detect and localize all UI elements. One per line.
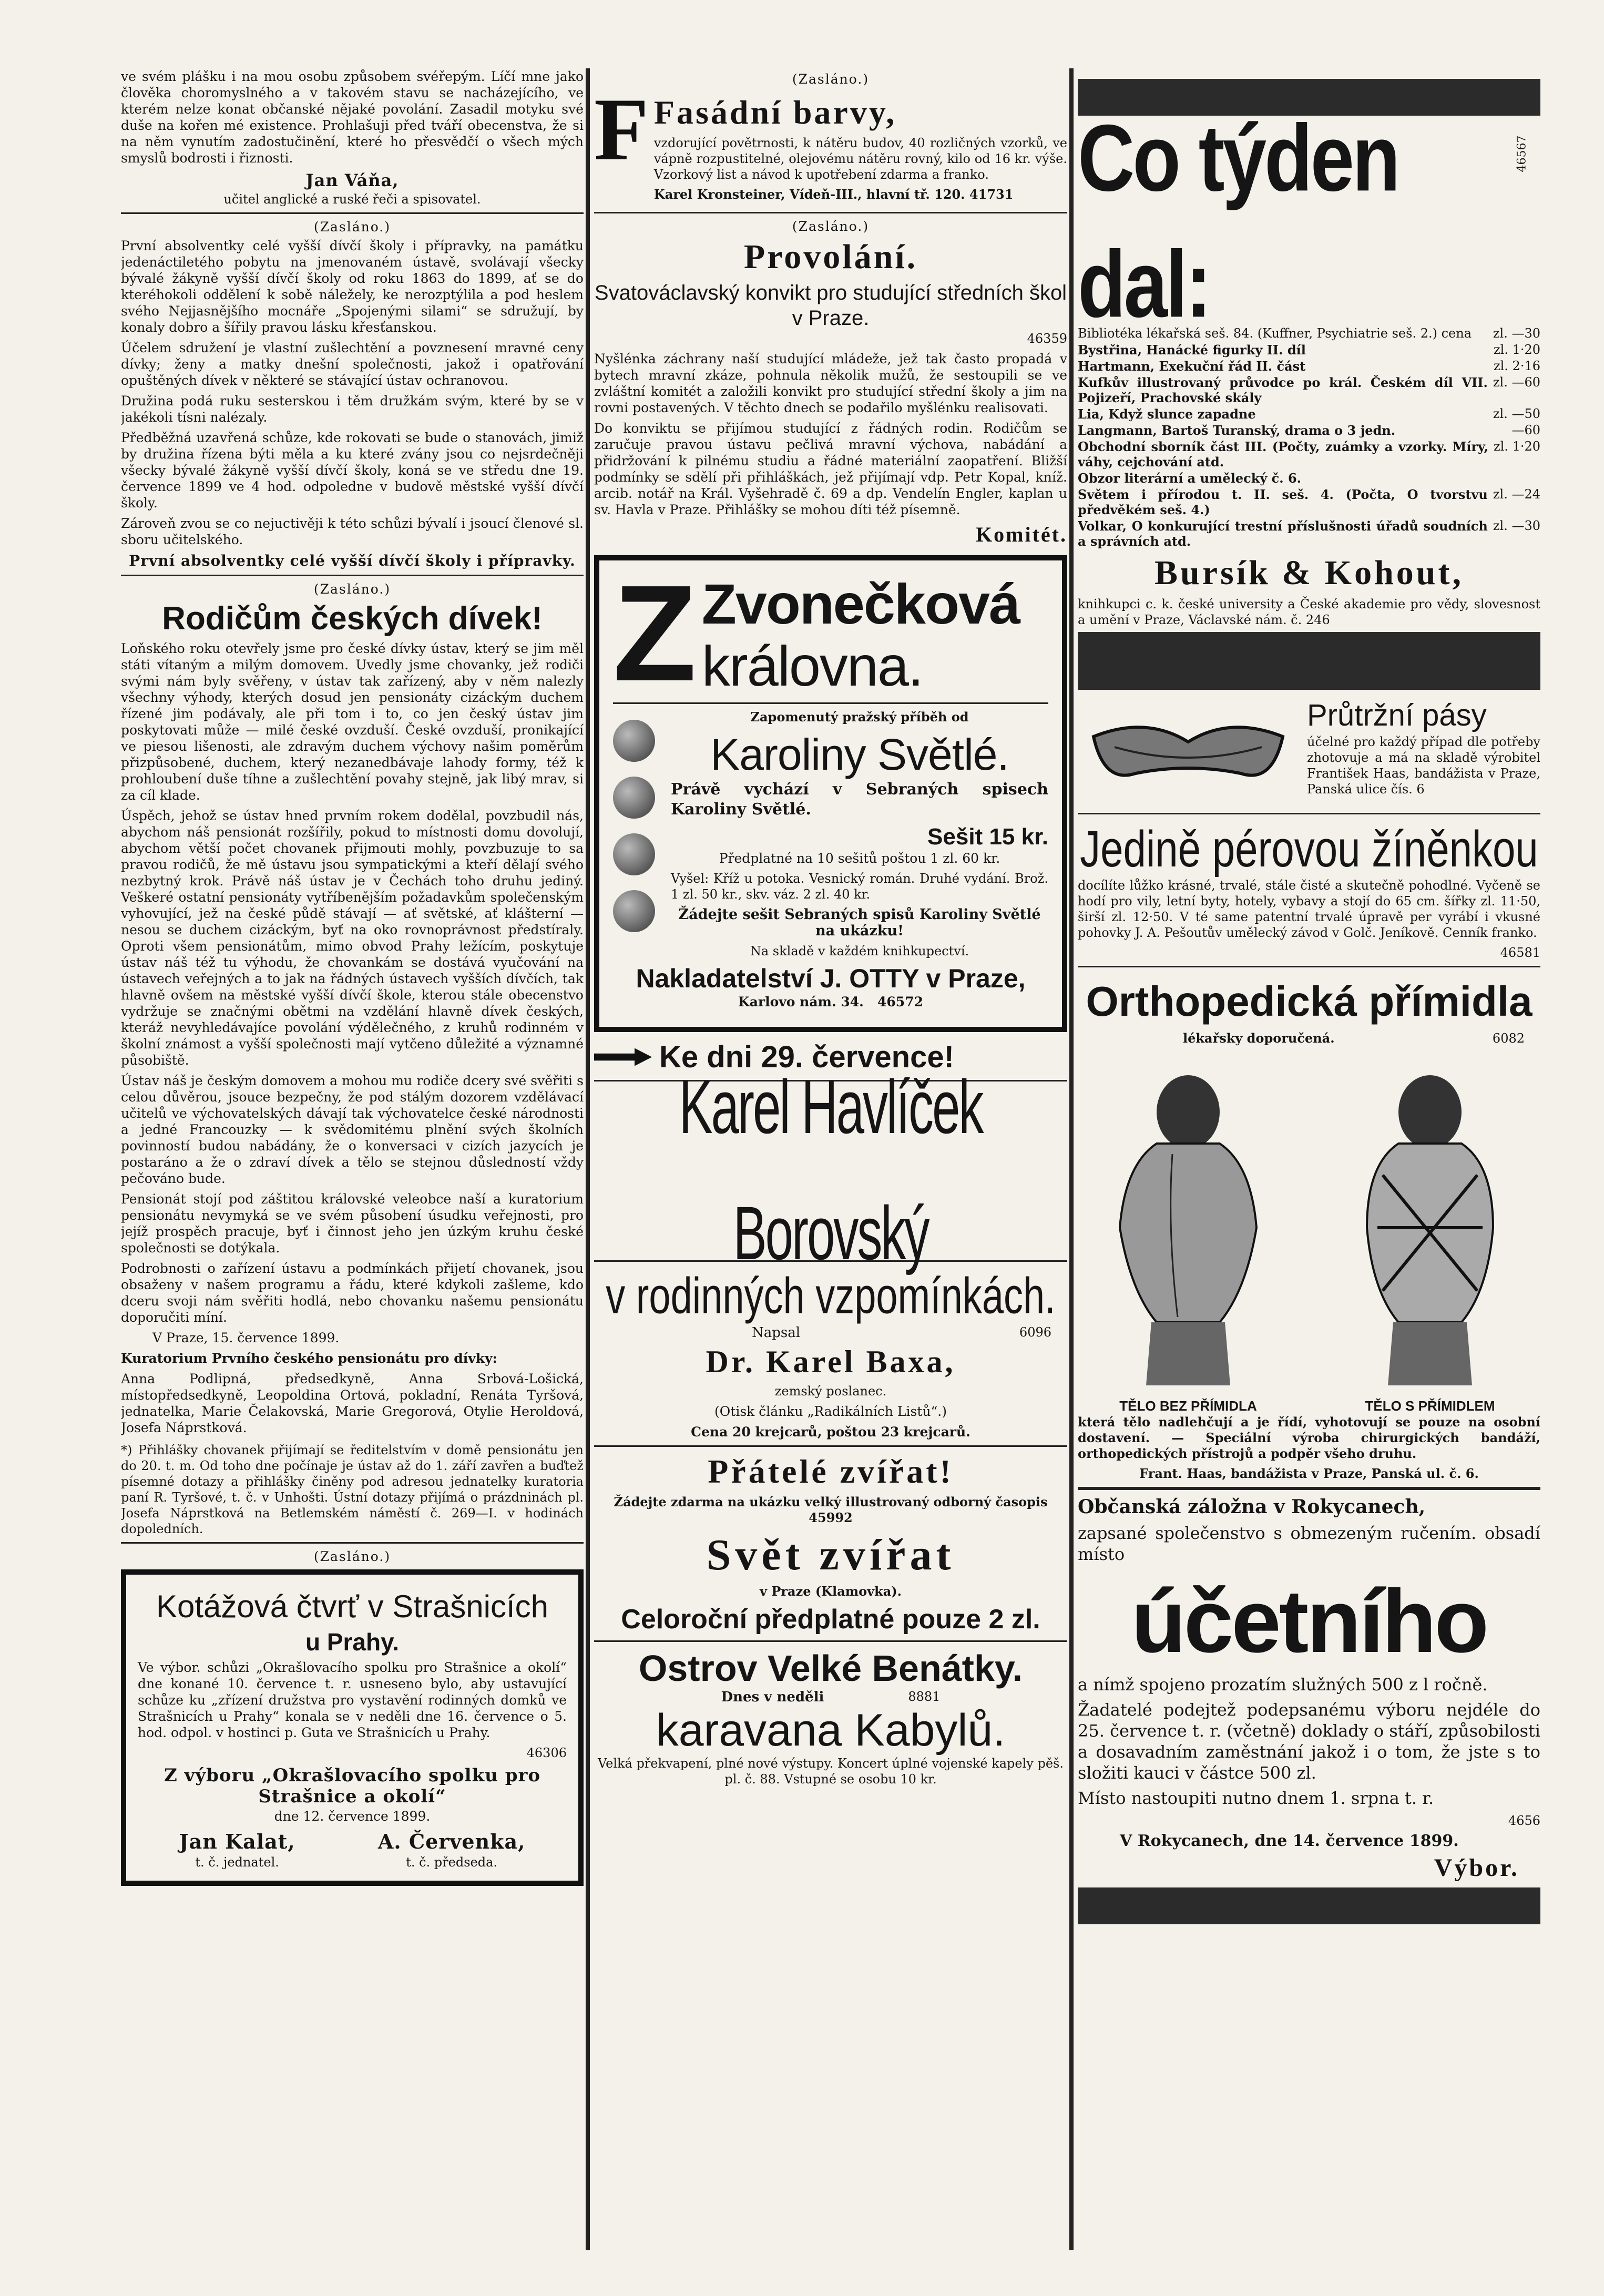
item-price: zl. —30	[1493, 518, 1540, 533]
ad-number: 45992	[809, 1510, 853, 1525]
svet-zvirat-price: Celoroční předplatné pouze 2 zl.	[621, 1604, 1040, 1635]
notice-place-date: V Praze, 15. července 1899.	[152, 1330, 340, 1345]
zvonecek-author: Karoliny Světlé.	[710, 730, 1009, 779]
column-rule-left	[586, 68, 590, 2250]
provolani-paragraph: Do konviktu se přijímou studující z řádných rodin. Rodičům se zaručuje pravou ústavu pečlivá mravní výchova, nabádání a přidržování k pilnému studiu a řádné materiální zaopatření. Bližší podmínky se sdělí při přihláškách, jež přijímají vdp. Petr Kopal, kníž. arcib. notář na Král. Vyšehradě č. 69 a dp. Vendelín Engler, kaplan u sv. Havla v Praze. Přihlášky se mohou díti též písemně.	[594, 421, 1067, 517]
zinenka-text: docílíte lůžko krásné, trvalé, stále čisté a skutečně pohodlné. Vyčeně se hodí pro vily, letní byty, hotely, vybavy a stojí do 65 cm. šířky zl. 11·50, širší zl. 12·50. V té same patentní trvalé úpravě per vyrábí i vkusné pohovky J. A. Pešoutův umělecký závod v Golč. Jeníkově. Cenník franko.	[1078, 878, 1540, 940]
ad-number: 4656	[1508, 1813, 1540, 1828]
torso-figure-icon	[1094, 1070, 1283, 1396]
ad-number: 41731	[969, 187, 1014, 202]
item-title: Obzor literární a umělecký č. 6.	[1078, 471, 1302, 486]
item-price: zl. —50	[1493, 406, 1540, 421]
byline-label: Napsal	[752, 1325, 801, 1341]
ostrov-title: Ostrov Velké Benátky.	[638, 1648, 1023, 1689]
kuratorium-names: Anna Podlipná, předsedkyně, Anna Srbová-Lošická, místopředsedkyně, Leopoldina Ortová, pokladní, Renáta Tyršová, jednatelka, Marie Čelakovská, Marie Gregorová, Otylie Heroldová, Josefa Náprstková.	[121, 1371, 584, 1435]
pratele-title: Přátelé zvířat!	[708, 1453, 954, 1490]
karavana-title: karavana Kabylů.	[656, 1705, 1006, 1756]
zalozna-place-date: V Rokycanech, dne 14. července 1899.	[1120, 1832, 1459, 1850]
item-title: Langmann, Bartoš Turanský, drama o 3 jedn.	[1078, 423, 1396, 438]
letter-signature: Jan Váňa,	[305, 170, 399, 190]
signature-name: Jan Kalat,	[179, 1830, 295, 1853]
zalozna-title: Občanská záložna v Rokycanech,	[1078, 1496, 1426, 1518]
list-item	[1078, 518, 1540, 550]
bell-ornaments	[613, 709, 660, 963]
notice-label: (Zasláno.)	[313, 219, 391, 234]
ad-kotaz-title: Kotážová čtvrť v Strašnicích	[156, 1589, 549, 1624]
notice-paragraph: Loňského roku otevřely jsme pro české dívky ústav, který se jim měl státi vítaným a milým domovem. Uvedly jsme chovanky, jež rodiči svými nám byly svěřeny, v ústav tak zařízený, aby v něm nalezly všechny výhody, kterých dosud jen pensionáty cizáckým duchem řízené jim podávaly, ale při tom i to, co jen český ústav jim poskytovati může — milé české ovzduší. České ovzduší, pronikající ve piesou lišenosti, ale zdravým duchem výchovy našim poměrům přizpůsobené, duchem, který nezanedbávaje lahody formy, též k prohloubení duše tíhne a zušlechtění povahy stejně, jak libý mrav, si za cíl klade.	[121, 641, 584, 803]
ortho-text: která tělo nadlehčují a je řídí, vyhotovují se pouze na osobní dostavení. — Speciální výroba chirurgických bandáží, orthopedických přístrojů a podpěr všeho druhu.	[1078, 1414, 1540, 1461]
notice-paragraph: Úspěch, jehož se ústav hned prvním rokem dodělal, povzbudil nás, abychom náš pensionát rozšířily, pokud to místnosti domu dovolují, abychom větší počet chovanek přijmouti mohly, povzbuzuje to sa pravou rodičů, že mě ústavu jsou sympatickými a kteří dělají svého nezbytný krok. Právě náš ústav je v Čechách toho druhu jediný. Veškeré ostatní pensionáty vytříbenějším požadavkům společenským vyhovující, jež na české půdě stávají — ať světské, ať klášterní — nesou se duchem cizáckým, byť na oko rovnoprávnost předstíraly. Oproti všem pensionátům, mimo obvod Prahy ležícím, poskytuje ústav náš též tu výhodu, že chovankám se dostává vyučování na ústavech veřejných a to jak na řádných ústavech vyšších dívčích, tak hlavně ovšem na městské vyšší dívčí škole, kterou stále obecenstvo vydržuje se značnými obětmi na vzdělání hlavně dívek českých, kteráž nevyhledávajíce povolání výdělečného, z kruhů rodinném v školní známost a vyšší společnosti mají vytčeno důležité a významné působiště.	[121, 808, 584, 1068]
ad-barvy-firm	[654, 187, 1067, 202]
pasy-text: účelné pro každý případ dle potřeby zhotovuje a má na skladě výrobitel František Haas, bandážista v Praze, Panská ulice čís. 6	[1307, 734, 1540, 797]
drop-cap-f: F	[594, 80, 649, 179]
footnote: *) Přihlášky chovanek přijímají se ředitelstvím v domě pensionátu jen do 20. t. m. Od toho dne počínaje je ústav až do 1. září zavřen a buďtež písemné dotazy a přihlášky činěny pod adresou jednatelky kuratoria paní R. Tyršové, t. č. v Unhošti. Ústní dotazy přijímá o prázdninách pl. Josefa Náprstková na Betlemském náměstí č. 269—I. v hodinách dopoledních.	[121, 1443, 584, 1536]
havlicek-subtitle: v rodinných vzpomínkách.	[606, 1267, 1056, 1324]
havlicek-date: Ke dni 29. července!	[659, 1040, 954, 1074]
ad-zvonecek-box	[594, 555, 1067, 1032]
pasy-text-block	[1307, 697, 1540, 808]
ad-kotaz-body: Ve výbor. schůzi „Okrašlovacího spolku pro Strašnice a okolí“ dne konané 10. července t. r. usneseno bylo, aby ustavující schůze ku „zřízení družstva pro vystavění rodinných domků ve Strašnicích u Prahy“ konala se v neděli dne 16. července o 5. hod. odpol. v hostinci p. Guta ve Strašnicích u Prahy.	[138, 1660, 567, 1740]
item-price: zl. —30	[1493, 326, 1540, 341]
havlicek-title: Karel Havlíček Borovský	[679, 1065, 983, 1276]
ad-number: 8881	[908, 1689, 941, 1704]
divider	[594, 1445, 1067, 1447]
ornament-band	[1078, 1887, 1540, 1924]
provolani-paragraph: Nyšlénka záchrany naší studující mládeže, jež tak často propadá v bytech mravní zkáze, pohnula několik mužů, že sestoupili se ve zvláštní komitét a založili konvikt pro studující střední školy a jim na rovni postavených. V těchto dnech se podařilo myšlénku realisovati.	[594, 351, 1067, 415]
divider	[1078, 1487, 1540, 1490]
drop-cap-z: Z	[613, 557, 697, 710]
bell-icon	[613, 890, 655, 932]
list-item	[1078, 406, 1540, 423]
address: Karlovo nám. 34.	[738, 994, 864, 1009]
tyden-title: Co týden dal:	[1078, 105, 1398, 337]
ortho-firm: Frant. Haas, bandážista v Praze, Panská ul. č. 6.	[1139, 1466, 1479, 1481]
truss-icon	[1083, 705, 1293, 800]
signature-block	[378, 1829, 525, 1870]
zvonecek-stock: Na skladě v každém knihkupectví.	[750, 944, 969, 958]
column-rule-right	[1069, 68, 1074, 2250]
list-item	[1078, 439, 1540, 471]
figure-label: TĚLO S PŘÍMIDLEM	[1365, 1398, 1495, 1414]
ad-kotaz-from: Z výboru „Okrašlovacího spolku pro Strašnice a okolí“	[164, 1765, 541, 1807]
item-price: zl. 1·20	[1493, 342, 1540, 357]
pasy-title: Průtržní pásy	[1307, 698, 1487, 732]
ad-barvy-title: Fasádní barvy,	[653, 94, 897, 131]
notice-paragraph: Podrobnosti o zařízení ústavu a podmínkách přijetí chovanek, jsou obsaženy v našem programu a řádu, které kdykoli zašleme, kdo dceru svoji nám svěřiti hodlá, nebo chovanku našemu pensionátu doporučiti míní.	[121, 1261, 584, 1325]
ornament-band	[1078, 632, 1540, 690]
divider	[121, 212, 584, 214]
pratele-text	[594, 1494, 1067, 1526]
list-item	[1078, 375, 1540, 406]
list-item	[1078, 359, 1540, 375]
ucetni-title: účetního	[1131, 1572, 1487, 1671]
ad-number: 6082	[1492, 1031, 1525, 1046]
notice-paragraph: Účelem sdružení je vlastní zušlechtění a povznesení mravné ceny dívky; ženy a matky dnešní společnosti, jakož i opatřování opuštěných dívek v některé se stávající ústav ochranovou.	[121, 340, 584, 388]
signature-role: t. č. jednatel.	[195, 1855, 279, 1870]
ad-zvonecek-title	[613, 557, 1048, 710]
svet-zvirat-title: Svět zvířat	[706, 1530, 955, 1579]
karavana-text: Velká překvapení, plné nové výstupy. Koncert úplné vojenské kapely pěš. pl. č. 88. Vstupné se osobu 10 kr.	[597, 1756, 1064, 1787]
havlicek-note: (Otisk článku „Radikálních Listů“.)	[714, 1404, 947, 1419]
ad-number: 46306	[526, 1746, 567, 1760]
zvonecek-price: Sešit 15 kr.	[927, 824, 1048, 850]
notice-headline: Rodičům českých dívek!	[162, 600, 543, 637]
zvonecek-title-2: královna.	[701, 634, 923, 698]
zvonecek-published: Vyšel: Kříž u potoka. Vesnický román. Druhé vydání. Brož. 1 zl. 50 kr., skv. váz. 2 zl. 40 kr.	[671, 871, 1048, 902]
divider	[121, 575, 584, 576]
ad-number: 46567	[1515, 135, 1529, 172]
divider	[594, 212, 1067, 213]
kuratorium-heading: Kuratorium Prvního českého pensionátu pro dívky:	[121, 1351, 497, 1366]
tyden-list	[1078, 326, 1540, 550]
zvonecek-tagline: Zapomenutý pražský příběh od	[750, 709, 969, 724]
title-lines	[702, 573, 1019, 697]
havlicek-author-title: zemský poslanec.	[774, 1384, 887, 1399]
zalozna-subtitle: zapsané společenstvo s obmezeným ručením. obsadí místo	[1078, 1523, 1540, 1564]
bursik-text: knihkupci c. k. české university a České akademie pro vědy, slovesnost a umění v Praze, Václavské nám. č. 246	[1078, 597, 1540, 627]
item-price: zl. —24	[1493, 487, 1540, 502]
notice-label: (Zasláno.)	[313, 581, 391, 597]
zvonecek-title-1: Zvonečková	[701, 572, 1020, 636]
ad-number: 6096	[1019, 1325, 1051, 1340]
ostrov-today-row	[594, 1689, 1067, 1705]
notice-paragraph: Družina podá ruku sesterskou i těm družkám svým, které by se v jakékoli tísni nalézaly.	[121, 393, 584, 425]
item-title: Bystřina, Hanácké figurky II. díl	[1078, 342, 1306, 358]
item-title: Volkar, O konkurující trestní příslušnosti úřadů soudních a správních atd.	[1078, 518, 1488, 549]
zvonecek-request: Žádejte sešit Sebraných spisů Karoliny Světlé na ukázku!	[678, 906, 1041, 939]
notice-paragraph: První absolventky celé vyšší dívčí školy i přípravky, na památku jedenáctiletého pobytu na jmenovaném ústavě, svolávají všecky bývalé žákyně vyšší dívčí školy od roku 1863 do 1899, ať se do kteréhokoli oddělení k sobě náležely, ke nerozptýlila a pod heslem svého Nejjasnějšího mocnáře „Spojenými silami“ se sdružují, by konaly dobro a šířily pravou lásku křesťanskou.	[121, 238, 584, 335]
item-price: zl. 2·16	[1493, 359, 1540, 373]
provolani-signature: Komitét.	[976, 523, 1067, 546]
divider	[121, 1542, 584, 1544]
figure-without	[1094, 1070, 1283, 1414]
list-item	[1078, 471, 1540, 487]
item-price: —60	[1511, 423, 1540, 437]
notice-label: (Zasláno.)	[313, 1549, 391, 1564]
notice-label: (Zasláno.)	[792, 219, 870, 234]
column-3	[1078, 79, 1540, 2250]
zalozna-paragraph: Místo nastoupiti nutno dnem 1. srpna t. r.	[1078, 1788, 1434, 1808]
zvonecek-body	[613, 709, 1048, 963]
notice-label: (Zasláno.)	[792, 72, 870, 87]
zinenka-title: Jedině pérovou žíněnkou	[1080, 820, 1538, 877]
zalozna-paragraph: a nímž spojeno prozatím služných 500 z l ročně.	[1078, 1675, 1488, 1695]
torso-brace-icon	[1335, 1070, 1525, 1396]
zvonecek-publisher: Nakladatelství J. OTTY v Praze,	[636, 964, 1026, 993]
ad-number: 46581	[1500, 945, 1540, 960]
signature-block	[179, 1829, 295, 1870]
zalozna-paragraph: Žadatelé podejtež podepsanému výboru nejdéle do 25. července t. r. (včetně) doklady o stáří, způsobilosti a dosavadním zaměstnání jakož i o tom, že jste s to složiti kauci v částce 500 zl.	[1078, 1700, 1540, 1783]
divider	[1078, 966, 1540, 967]
havlicek-author: Dr. Karel Baxa,	[706, 1344, 956, 1379]
letter-paragraph: ve svém plášku i na mou osobu způsobem svéřepým. Líčí mne jako člověka choromyslného a v takovém stavu se nacházejícího, ve kterém nelze konat občanské nějaké povolání. Zasadil motyku své duše na kořen mé existence. Prohlašuji před tváří obecenstva, že si na něm vynutím zadostučinění, které ho přesvědčí o všech mých smyslů bodrosti i řiznosti.	[121, 69, 584, 166]
figure-with	[1335, 1070, 1525, 1414]
bell-icon	[613, 833, 655, 875]
ortho-title: Orthopedická přímidla	[1086, 978, 1533, 1025]
ad-barvy-body	[654, 90, 1067, 207]
svet-zvirat-address: v Praze (Klamovka).	[760, 1584, 902, 1599]
notice-signature: První absolventky celé vyšší dívčí školy i přípravky.	[129, 552, 576, 569]
item-title: Lia, Když slunce zapadne	[1078, 406, 1256, 422]
list-item	[1078, 423, 1540, 439]
notice-paragraph: Pensionát stojí pod záštitou královské veleobce naší a kuratorium pensionátu nevymyká se ve svém působení úsudku veřejnosti, pro jejíž prospěch pracuje, byť i činnost jeho jen úzkým kruhu české společnosti se dotýkala.	[121, 1191, 584, 1256]
item-title: Obchodní sborník část III. (Počty, zuámky a vzorky. Míry, váhy, cejchování atd.	[1078, 439, 1488, 470]
ad-kotaz-box	[121, 1569, 584, 1886]
notice-paragraph: Předběžná uzavřená schůze, kde rokovati se bude o stanovách, jimiž by družina řízena býti měla a ku které zvány jsou co nejsrdečněji všecky bývalé žákyně vyšší dívčí školy, koná se ve středu dne 19. července 1899 ve 4 hod. odpoledne v budově městské vyšší dívčí školy.	[121, 430, 584, 511]
zalozna-signature: Výbor.	[1434, 1854, 1519, 1882]
notice-paragraph: Zároveň zvou se co nejuctivěji k této schůzi bývalí i jsoucí členové sl. sboru učitelského.	[121, 516, 584, 547]
zvonecek-address	[613, 994, 1048, 1010]
bell-icon	[613, 720, 655, 762]
ortho-subtitle-row	[1078, 1030, 1540, 1046]
column-2	[594, 68, 1067, 2250]
list-item	[1078, 487, 1540, 518]
zvonecek-release: Právě vychází v Sebraných spisech Karoliny Světlé.	[671, 780, 1048, 819]
signature-name: A. Červenka,	[377, 1830, 526, 1853]
ad-number: 46572	[877, 994, 923, 1009]
notice-paragraph: Ústav náš je českým domovem a mohou mu rodiče dcery své svěřiti s celou důvěrou, jsouce bezpečny, že pod stálým dozorem vzdělávací učitelů ve výchovatelských dávají tak výchovatelce české národnosti a jedné Francouzky — k svědomitému plnění svých školních povinností budou nabádány, že o konversaci v cizích jazycích je postaráno a že o zdraví dívek a tělo se stejnou důsledností vždy pečováno bude.	[121, 1073, 584, 1186]
item-title: Hartmann, Exekuční řád II. část	[1078, 359, 1306, 374]
item-price: zl. 1·20	[1493, 439, 1540, 454]
ad-barvy-text: vzdorující povětrnosti, k nátěru budov, 40 rozličných vzorků, ve vápně rozpustitelné, olejovému nátěru rovný, kilo od 16 kr. výše. Vzorkový list a návod k upotřebení zdarma a franko.	[653, 136, 1067, 182]
truss-illustration	[1078, 697, 1299, 808]
bursik-title: Bursík & Kohout,	[1155, 554, 1464, 592]
divider	[594, 1640, 1067, 1642]
column-1	[121, 68, 584, 2250]
ad-barvy	[594, 80, 1067, 207]
signature-role: t. č. předseda.	[406, 1855, 498, 1870]
provolani-subtitle: Svatováclavský konvikt pro studující středních škol v Praze.	[594, 281, 1067, 330]
zvonecek-subscription: Předplatné na 10 sešitů poštou 1 zl. 60 kr.	[719, 851, 1000, 866]
zvonecek-text	[671, 709, 1048, 963]
bell-icon	[613, 777, 655, 819]
havlicek-price: Cena 20 krejcarů, poštou 23 krejcarů.	[691, 1424, 970, 1440]
figure-label: TĚLO BEZ PŘÍMIDLA	[1119, 1398, 1257, 1414]
letter-signature-title: učitel anglické a ruské řeči a spisovatel.	[223, 192, 481, 207]
ostrov-today: Dnes v neděli	[721, 1689, 824, 1705]
ortho-subtitle: lékařsky doporučená.	[1183, 1030, 1335, 1046]
ortho-figures	[1078, 1046, 1540, 1414]
pratele-description: Žádejte zdarma na ukázku velký illustrovaný odborný časopis	[614, 1494, 1048, 1509]
ad-kotaz-signatures	[138, 1829, 567, 1870]
item-title: Kufkův illustrovaný průvodce po král. Českém díl VII. Pojizeří, Prachovské skály	[1078, 375, 1488, 405]
item-price: zl. —60	[1493, 375, 1540, 390]
provolani-title: Provolání.	[743, 238, 918, 276]
ad-pasy	[1078, 697, 1540, 808]
firm-name: Karel Kronsteiner, Vídeň-III., hlavní tř. 120.	[653, 187, 965, 202]
item-title: Bibliotéka lékařská seš. 84. (Kuffner, Psychiatrie seš. 2.) cena	[1078, 326, 1472, 341]
item-title: Světem i přírodou t. II. seš. 4. (Počta, O tvorstvu předvěkém seš. 4.)	[1078, 487, 1488, 517]
ad-kotaz-subtitle: u Prahy.	[305, 1628, 400, 1656]
ad-kotaz-date: dne 12. července 1899.	[274, 1809, 431, 1824]
ad-number: 46359	[1027, 331, 1067, 346]
